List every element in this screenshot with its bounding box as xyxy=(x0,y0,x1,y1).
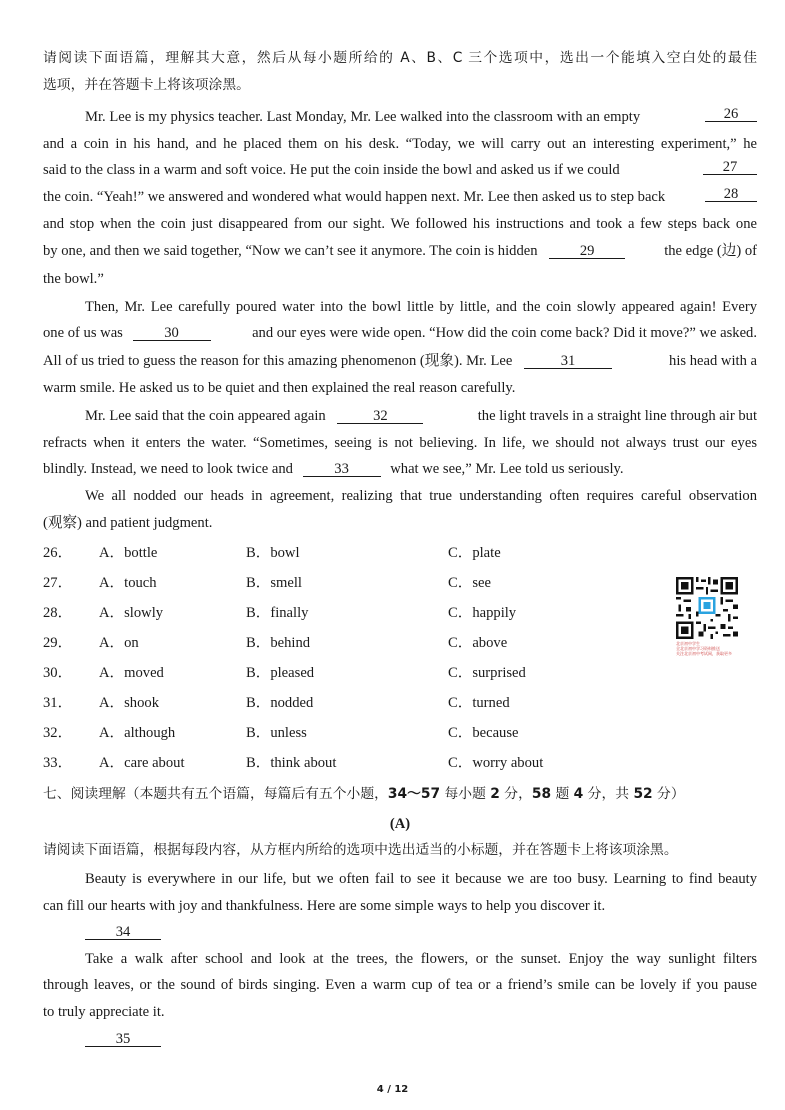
question-number: 32． xyxy=(43,725,73,741)
option-a[interactable]: A．although xyxy=(99,725,176,741)
passage-line: the coin. “Yeah!” we answered and wondered what would happen next. Mr. Lee then asked us to step back 28 xyxy=(43,187,757,207)
option-b[interactable]: B．pleased xyxy=(246,665,315,681)
passage-line: the bowl.” xyxy=(43,271,104,287)
passage-line: Mr. Lee is my physics teacher. Last Monday, Mr. Lee walked into the classroom with an empty 26 xyxy=(85,107,757,127)
option-a[interactable]: A．on xyxy=(99,635,139,651)
passage-line: blindly. Instead, we need to look twice and 33 what we see,” Mr. Lee told us seriously. xyxy=(43,461,624,477)
passage-line: through leaves, or the sound of birds singing. Even a warm cup of tea or a friend’s smile can be lovely if you pause xyxy=(43,977,757,993)
option-b[interactable]: B．nodded xyxy=(246,695,314,711)
blank-26: 26 xyxy=(705,107,757,122)
option-c[interactable]: C．happily xyxy=(448,605,517,621)
blank-34: 34 xyxy=(85,925,161,940)
passage-line: one of us was 30 and our eyes were wide open. “How did the coin come back? Did it move?” we asked. xyxy=(43,325,757,341)
blank-35: 35 xyxy=(85,1032,161,1047)
section-7-instruction: 请阅读下面语篇，根据每段内容，从方框内所给的选项中选出适当的小标题，并在答题卡上将该项涂黑。 xyxy=(43,842,678,858)
passage-line: We all nodded our heads in agreement, realizing that true understanding often requires careful observation xyxy=(85,488,757,504)
option-a[interactable]: A．moved xyxy=(99,665,164,681)
qr-caption: 北京初中学生 全北京初中学习资料推送 关注北京初中考试网，获取更多 xyxy=(676,641,732,656)
question-number: 29． xyxy=(43,635,73,651)
passage-line: refracts when it enters the water. “Sometimes, seeing is not believing. In life, we should not always trust our eyes xyxy=(43,435,757,451)
blank-30: 30 xyxy=(133,326,211,341)
passage-line xyxy=(85,1029,757,1049)
option-c[interactable]: C．because xyxy=(448,725,519,741)
option-c[interactable]: C．see xyxy=(448,575,491,591)
blank-29: 29 xyxy=(549,244,625,259)
option-b[interactable]: B．behind xyxy=(246,635,311,651)
blank-32: 32 xyxy=(337,409,423,424)
section-7-heading: 七、阅读理解（本题共有五个语篇，每篇后有五个小题，34～57 每小题 2 分，58 题 4 分，共 52 分） xyxy=(43,786,685,802)
part-label: (A) xyxy=(389,816,411,832)
question-number: 26． xyxy=(43,545,73,561)
option-c[interactable]: C．turned xyxy=(448,695,510,711)
option-b[interactable]: B．think about xyxy=(246,755,337,771)
question-number: 28． xyxy=(43,605,73,621)
passage-line: Take a walk after school and look at the trees, the flowers, or the sunset. Enjoy the way sunlight filters xyxy=(85,951,757,967)
blank-33: 33 xyxy=(303,462,381,477)
option-a[interactable]: A．care about xyxy=(99,755,185,771)
passage-line: to truly appreciate it. xyxy=(43,1004,165,1020)
blank-27: 27 xyxy=(703,160,757,175)
passage-line: and a coin in his hand, and he placed them on his desk. “Today, we will carry out an interesting experiment,” he xyxy=(43,136,757,152)
passage-line: Beauty is everywhere in our life, but we often fail to see it because we are too busy. Learning to find beauty xyxy=(85,871,757,887)
passage-line: by one, and then we said together, “Now we can’t see it anymore. The coin is hidden 29 the edge (边) of xyxy=(43,243,757,259)
option-c[interactable]: C．plate xyxy=(448,545,501,561)
option-b[interactable]: B．smell xyxy=(246,575,302,591)
option-a[interactable]: A．touch xyxy=(99,575,157,591)
option-b[interactable]: B．finally xyxy=(246,605,309,621)
blank-31: 31 xyxy=(524,354,612,369)
option-c[interactable]: C．worry about xyxy=(448,755,544,771)
option-c[interactable]: C．surprised xyxy=(448,665,526,681)
passage-line: Then, Mr. Lee carefully poured water into the bowl little by little, and the coin slowly appeared again! Every xyxy=(85,299,757,315)
passage-line: Mr. Lee said that the coin appeared again 32 the light travels in a straight line through air but xyxy=(85,408,757,424)
passage-line: can fill our hearts with joy and thankfulness. Here are some simple ways to help you discover it. xyxy=(43,898,606,914)
passage-line: said to the class in a warm and soft voice. He put the coin inside the bowl and asked us if we could 27 xyxy=(43,160,757,180)
option-a[interactable]: A．slowly xyxy=(99,605,164,621)
question-number: 31． xyxy=(43,695,73,711)
passage-line xyxy=(85,922,757,942)
option-a[interactable]: A．shook xyxy=(99,695,159,711)
instruction-line-1: 请阅读下面语篇，理解其大意，然后从每小题所给的 A、B、C 三个选项中，选出一个能填入空白处的最佳 xyxy=(43,50,757,66)
blank-28: 28 xyxy=(705,187,757,202)
passage-line: and stop when the coin just disappeared from our sight. We followed his instructions and took a few steps back one xyxy=(43,216,757,232)
question-number: 30． xyxy=(43,665,73,681)
option-b[interactable]: B．bowl xyxy=(246,545,300,561)
page-number: 4 / 12 xyxy=(376,1084,409,1095)
question-number: 27． xyxy=(43,575,73,591)
option-b[interactable]: B．unless xyxy=(246,725,307,741)
option-c[interactable]: C．above xyxy=(448,635,508,651)
qr-code-icon xyxy=(676,577,738,639)
instruction-line-2: 选项，并在答题卡上将该项涂黑。 xyxy=(43,77,250,93)
passage-line: (观察) and patient judgment. xyxy=(43,515,213,531)
option-a[interactable]: A．bottle xyxy=(99,545,158,561)
question-number: 33． xyxy=(43,755,73,771)
passage-line: warm smile. He asked us to be quiet and then explained the real reason carefully. xyxy=(43,380,516,396)
passage-line: All of us tried to guess the reason for this amazing phenomenon (现象). Mr. Lee 31 his head with a xyxy=(43,353,757,369)
